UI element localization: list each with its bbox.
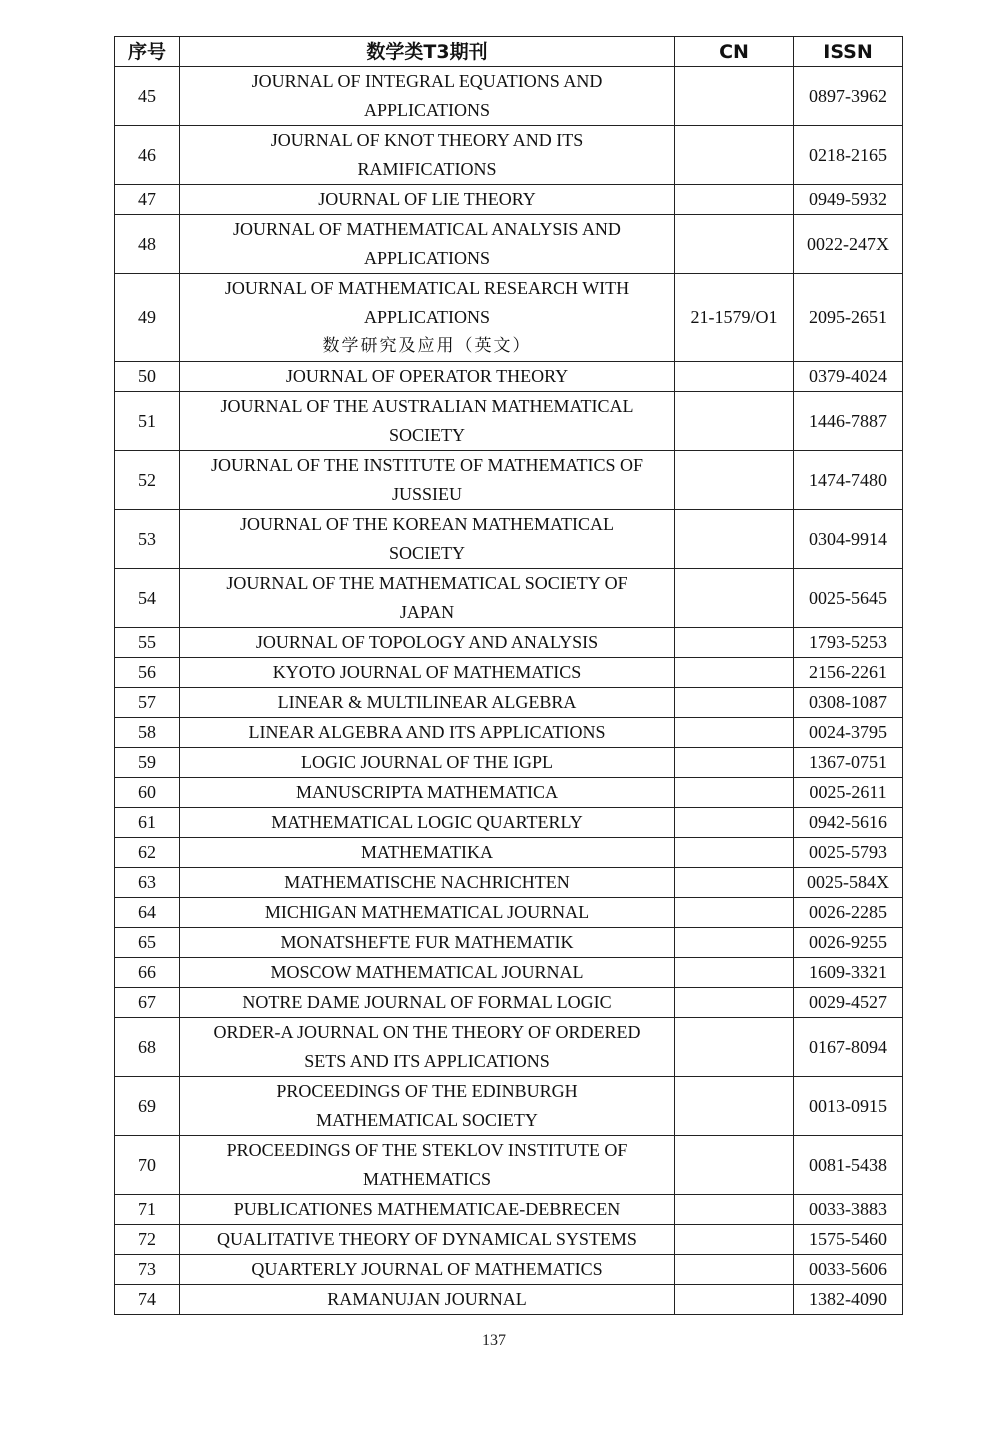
row-index: 59 bbox=[115, 748, 180, 778]
journal-title-line: MICHIGAN MATHEMATICAL JOURNAL bbox=[264, 902, 590, 922]
page-number: 137 bbox=[482, 1332, 506, 1349]
cn-number: 21-1579/O1 bbox=[675, 274, 794, 362]
journal-title bbox=[180, 126, 675, 185]
table-row bbox=[115, 274, 903, 362]
table-row bbox=[115, 838, 903, 868]
issn-number: 1446-7887 bbox=[794, 392, 903, 451]
issn-number: 0942-5616 bbox=[794, 808, 903, 838]
row-index: 47 bbox=[115, 185, 180, 215]
table-row bbox=[115, 628, 903, 658]
issn-number: 0081-5438 bbox=[794, 1136, 903, 1195]
cn-number bbox=[675, 658, 794, 688]
cn-number bbox=[675, 928, 794, 958]
table-row bbox=[115, 126, 903, 185]
table-row bbox=[115, 808, 903, 838]
journal-title-line: SETS AND ITS APPLICATIONS bbox=[304, 1051, 550, 1071]
cn-number bbox=[675, 688, 794, 718]
journal-title-line: LINEAR & MULTILINEAR ALGEBRA bbox=[277, 692, 577, 712]
cn-number bbox=[675, 1077, 794, 1136]
journal-title bbox=[180, 958, 675, 988]
header-journal: 数学类T3期刊 bbox=[180, 37, 675, 67]
journal-title-line: JOURNAL OF KNOT THEORY AND ITS bbox=[270, 130, 584, 150]
header-cn: CN bbox=[675, 37, 794, 67]
issn-number: 1793-5253 bbox=[794, 628, 903, 658]
journal-title bbox=[180, 274, 675, 362]
table-row bbox=[115, 958, 903, 988]
journal-title bbox=[180, 718, 675, 748]
journal-table bbox=[114, 36, 903, 1315]
journal-title-line: RAMANUJAN JOURNAL bbox=[327, 1289, 527, 1309]
cn-number bbox=[675, 628, 794, 658]
journal-title-line: JOURNAL OF INTEGRAL EQUATIONS AND bbox=[251, 71, 603, 91]
journal-title-line: JOURNAL OF THE MATHEMATICAL SOCIETY OF bbox=[226, 573, 628, 593]
row-index: 50 bbox=[115, 362, 180, 392]
issn-number: 2095-2651 bbox=[794, 274, 903, 362]
table-row bbox=[115, 748, 903, 778]
issn-number: 0949-5932 bbox=[794, 185, 903, 215]
journal-title bbox=[180, 868, 675, 898]
row-index: 58 bbox=[115, 718, 180, 748]
issn-number: 0304-9914 bbox=[794, 510, 903, 569]
issn-number: 0379-4024 bbox=[794, 362, 903, 392]
table-row bbox=[115, 451, 903, 510]
cn-number bbox=[675, 1195, 794, 1225]
journal-title-line: LINEAR ALGEBRA AND ITS APPLICATIONS bbox=[248, 722, 606, 742]
journal-title-line: 数学研究及应用（英文） bbox=[322, 336, 532, 356]
journal-title-line: JOURNAL OF OPERATOR THEORY bbox=[285, 366, 569, 386]
journal-title-line: MANUSCRIPTA MATHEMATICA bbox=[295, 782, 559, 802]
journal-title bbox=[180, 658, 675, 688]
issn-number: 0033-3883 bbox=[794, 1195, 903, 1225]
table-row bbox=[115, 898, 903, 928]
journal-title-line: SOCIETY bbox=[389, 543, 465, 563]
journal-title-line: KYOTO JOURNAL OF MATHEMATICS bbox=[272, 662, 582, 682]
issn-number: 0308-1087 bbox=[794, 688, 903, 718]
journal-title-line: MATHEMATICS bbox=[362, 1169, 491, 1189]
issn-number: 1609-3321 bbox=[794, 958, 903, 988]
journal-title bbox=[180, 1195, 675, 1225]
row-index: 65 bbox=[115, 928, 180, 958]
journal-title bbox=[180, 1255, 675, 1285]
table-row bbox=[115, 688, 903, 718]
cn-number bbox=[675, 808, 794, 838]
table-row bbox=[115, 569, 903, 628]
table-row bbox=[115, 67, 903, 126]
table-row bbox=[115, 392, 903, 451]
row-index: 51 bbox=[115, 392, 180, 451]
table-row bbox=[115, 1225, 903, 1255]
journal-title bbox=[180, 748, 675, 778]
journal-title-line: MATHEMATIKA bbox=[361, 842, 493, 862]
row-index: 68 bbox=[115, 1018, 180, 1077]
cn-number bbox=[675, 898, 794, 928]
journal-title bbox=[180, 838, 675, 868]
journal-title-line: JOURNAL OF MATHEMATICAL RESEARCH WITH bbox=[224, 278, 630, 298]
journal-title bbox=[180, 1077, 675, 1136]
journal-title bbox=[180, 215, 675, 274]
journal-title-line: JOURNAL OF THE AUSTRALIAN MATHEMATICAL bbox=[220, 396, 634, 416]
journal-title-line: JAPAN bbox=[399, 602, 455, 622]
table-row bbox=[115, 718, 903, 748]
row-index: 72 bbox=[115, 1225, 180, 1255]
journal-title bbox=[180, 451, 675, 510]
cn-number bbox=[675, 958, 794, 988]
journal-title bbox=[180, 778, 675, 808]
issn-number: 0218-2165 bbox=[794, 126, 903, 185]
journal-title bbox=[180, 392, 675, 451]
table-header-row bbox=[115, 37, 903, 67]
journal-title-line: MATHEMATISCHE NACHRICHTEN bbox=[284, 872, 570, 892]
table-row bbox=[115, 1255, 903, 1285]
issn-number: 0026-9255 bbox=[794, 928, 903, 958]
journal-title-line: PROCEEDINGS OF THE EDINBURGH bbox=[276, 1081, 578, 1101]
journal-title bbox=[180, 67, 675, 126]
journal-title-line: QUARTERLY JOURNAL OF MATHEMATICS bbox=[251, 1259, 603, 1279]
issn-number: 0025-5793 bbox=[794, 838, 903, 868]
issn-number: 1367-0751 bbox=[794, 748, 903, 778]
cn-number bbox=[675, 718, 794, 748]
journal-title-line: QUALITATIVE THEORY OF DYNAMICAL SYSTEMS bbox=[217, 1229, 637, 1249]
journal-title bbox=[180, 1225, 675, 1255]
cn-number bbox=[675, 1136, 794, 1195]
journal-title-line: PROCEEDINGS OF THE STEKLOV INSTITUTE OF bbox=[226, 1140, 628, 1160]
cn-number bbox=[675, 748, 794, 778]
table-row bbox=[115, 1136, 903, 1195]
row-index: 71 bbox=[115, 1195, 180, 1225]
row-index: 66 bbox=[115, 958, 180, 988]
issn-number: 0897-3962 bbox=[794, 67, 903, 126]
journal-title-line: JOURNAL OF THE INSTITUTE OF MATHEMATICS OF bbox=[210, 455, 644, 475]
issn-number: 0167-8094 bbox=[794, 1018, 903, 1077]
issn-number: 0013-0915 bbox=[794, 1077, 903, 1136]
table-row bbox=[115, 1195, 903, 1225]
journal-title bbox=[180, 928, 675, 958]
journal-title-line: APPLICATIONS bbox=[363, 248, 491, 268]
journal-title bbox=[180, 362, 675, 392]
cn-number bbox=[675, 185, 794, 215]
journal-title-line: LOGIC JOURNAL OF THE IGPL bbox=[301, 752, 553, 772]
journal-title-line: ORDER-A JOURNAL ON THE THEORY OF ORDERED bbox=[213, 1022, 641, 1042]
row-index: 61 bbox=[115, 808, 180, 838]
row-index: 45 bbox=[115, 67, 180, 126]
table-body bbox=[115, 67, 903, 1315]
row-index: 70 bbox=[115, 1136, 180, 1195]
table-row bbox=[115, 928, 903, 958]
issn-number: 0033-5606 bbox=[794, 1255, 903, 1285]
journal-title bbox=[180, 510, 675, 569]
journal-title bbox=[180, 898, 675, 928]
journal-title-line: JUSSIEU bbox=[391, 484, 462, 504]
row-index: 69 bbox=[115, 1077, 180, 1136]
journal-title bbox=[180, 569, 675, 628]
journal-title-line: APPLICATIONS bbox=[363, 307, 491, 327]
journal-title bbox=[180, 988, 675, 1018]
issn-number: 0022-247X bbox=[794, 215, 903, 274]
cn-number bbox=[675, 362, 794, 392]
row-index: 74 bbox=[115, 1285, 180, 1315]
table-row bbox=[115, 778, 903, 808]
journal-title-line: MOSCOW MATHEMATICAL JOURNAL bbox=[270, 962, 584, 982]
table-row bbox=[115, 510, 903, 569]
row-index: 55 bbox=[115, 628, 180, 658]
row-index: 67 bbox=[115, 988, 180, 1018]
header-issn: ISSN bbox=[794, 37, 903, 67]
cn-number bbox=[675, 1285, 794, 1315]
table-row bbox=[115, 185, 903, 215]
journal-title bbox=[180, 628, 675, 658]
cn-number bbox=[675, 1018, 794, 1077]
row-index: 73 bbox=[115, 1255, 180, 1285]
table-row bbox=[115, 362, 903, 392]
cn-number bbox=[675, 778, 794, 808]
journal-title bbox=[180, 688, 675, 718]
journal-title bbox=[180, 808, 675, 838]
journal-title-line: JOURNAL OF TOPOLOGY AND ANALYSIS bbox=[255, 632, 599, 652]
journal-title-line: MATHEMATICAL SOCIETY bbox=[316, 1110, 538, 1130]
cn-number bbox=[675, 988, 794, 1018]
row-index: 56 bbox=[115, 658, 180, 688]
journal-title-line: JOURNAL OF MATHEMATICAL ANALYSIS AND bbox=[233, 219, 621, 239]
header-index: 序号 bbox=[115, 37, 180, 67]
row-index: 52 bbox=[115, 451, 180, 510]
journal-title-line: PUBLICATIONES MATHEMATICAE-DEBRECEN bbox=[233, 1199, 621, 1219]
row-index: 54 bbox=[115, 569, 180, 628]
issn-number: 0029-4527 bbox=[794, 988, 903, 1018]
table-row bbox=[115, 1285, 903, 1315]
issn-number: 1575-5460 bbox=[794, 1225, 903, 1255]
journal-title-line: MATHEMATICAL LOGIC QUARTERLY bbox=[271, 812, 583, 832]
table-row bbox=[115, 215, 903, 274]
issn-number: 0024-3795 bbox=[794, 718, 903, 748]
row-index: 48 bbox=[115, 215, 180, 274]
cn-number bbox=[675, 392, 794, 451]
row-index: 63 bbox=[115, 868, 180, 898]
journal-title bbox=[180, 1285, 675, 1315]
cn-number bbox=[675, 215, 794, 274]
row-index: 46 bbox=[115, 126, 180, 185]
cn-number bbox=[675, 126, 794, 185]
cn-number bbox=[675, 510, 794, 569]
cn-number bbox=[675, 838, 794, 868]
row-index: 57 bbox=[115, 688, 180, 718]
table-row bbox=[115, 1077, 903, 1136]
issn-number: 0025-2611 bbox=[794, 778, 903, 808]
journal-title-line: NOTRE DAME JOURNAL OF FORMAL LOGIC bbox=[242, 992, 612, 1012]
row-index: 53 bbox=[115, 510, 180, 569]
cn-number bbox=[675, 451, 794, 510]
cn-number bbox=[675, 1225, 794, 1255]
issn-number: 1382-4090 bbox=[794, 1285, 903, 1315]
journal-title-line: SOCIETY bbox=[389, 425, 465, 445]
table-row bbox=[115, 1018, 903, 1077]
journal-title bbox=[180, 185, 675, 215]
issn-number: 0025-5645 bbox=[794, 569, 903, 628]
journal-title bbox=[180, 1136, 675, 1195]
journal-title-line: RAMIFICATIONS bbox=[357, 159, 497, 179]
issn-number: 2156-2261 bbox=[794, 658, 903, 688]
cn-number bbox=[675, 569, 794, 628]
row-index: 62 bbox=[115, 838, 180, 868]
journal-title bbox=[180, 1018, 675, 1077]
journal-title-line: APPLICATIONS bbox=[363, 100, 491, 120]
cn-number bbox=[675, 1255, 794, 1285]
table-row bbox=[115, 868, 903, 898]
cn-number bbox=[675, 67, 794, 126]
cn-number bbox=[675, 868, 794, 898]
row-index: 49 bbox=[115, 274, 180, 362]
journal-title-line: JOURNAL OF LIE THEORY bbox=[318, 189, 536, 209]
issn-number: 0025-584X bbox=[794, 868, 903, 898]
table-row bbox=[115, 988, 903, 1018]
issn-number: 0026-2285 bbox=[794, 898, 903, 928]
table-row bbox=[115, 658, 903, 688]
journal-title-line: MONATSHEFTE FUR MATHEMATIK bbox=[280, 932, 574, 952]
row-index: 64 bbox=[115, 898, 180, 928]
issn-number: 1474-7480 bbox=[794, 451, 903, 510]
row-index: 60 bbox=[115, 778, 180, 808]
journal-title-line: JOURNAL OF THE KOREAN MATHEMATICAL bbox=[239, 514, 614, 534]
